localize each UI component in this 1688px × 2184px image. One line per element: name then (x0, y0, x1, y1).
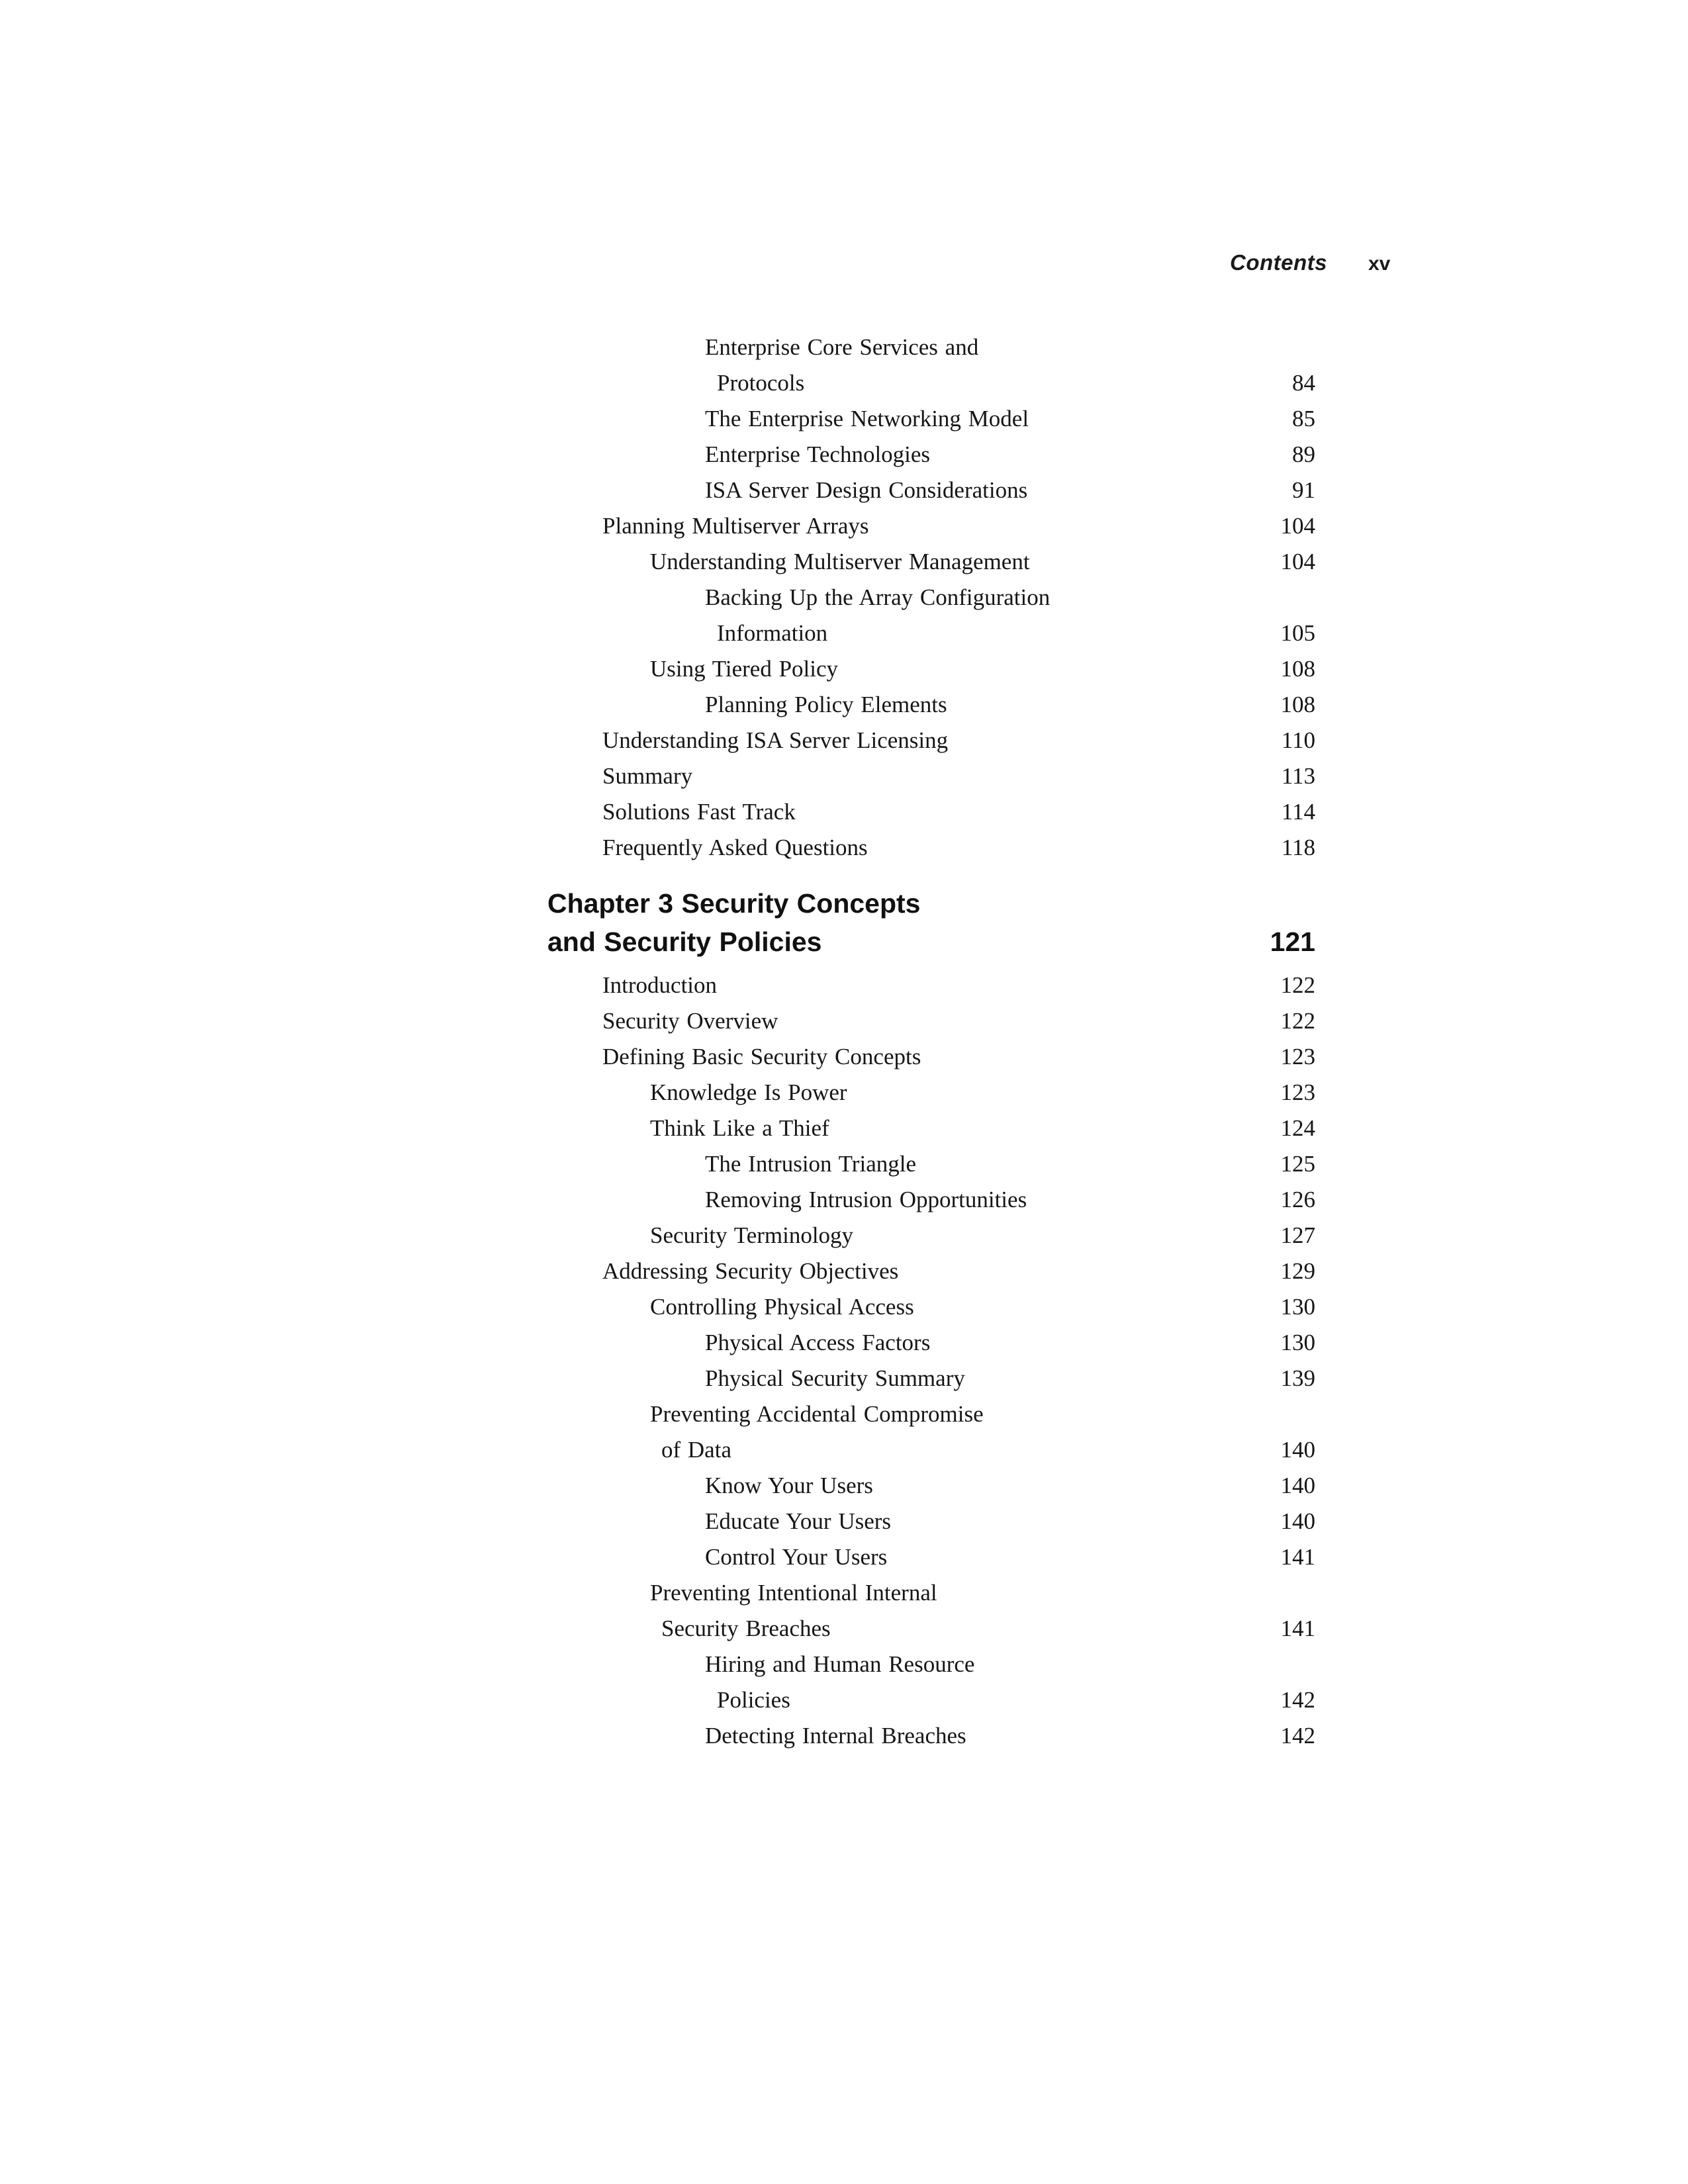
toc-entry-label: Backing Up the Array Configuration (705, 584, 1051, 610)
toc-entry (547, 437, 1315, 473)
toc-entry (547, 651, 1315, 687)
toc-entry (547, 758, 1315, 794)
toc-entry-label: Preventing Intentional Internal (650, 1580, 937, 1606)
toc-entry (547, 473, 1315, 508)
toc-entry (547, 794, 1315, 830)
toc-entry-page-number: 91 (1292, 477, 1315, 503)
toc-entry (547, 580, 1315, 615)
toc-entry-page-number: 129 (1280, 1258, 1315, 1284)
toc-entry (547, 1575, 1315, 1611)
toc-entry-page-number: 141 (1280, 1615, 1315, 1641)
toc-entry-page-number: 108 (1280, 656, 1315, 682)
toc-entry-page-number: 124 (1280, 1115, 1315, 1141)
toc-entry-label: Hiring and Human Resource (705, 1651, 975, 1677)
toc-entry (547, 1182, 1315, 1218)
table-of-contents (547, 330, 1315, 1754)
toc-entry-label: Know Your Users (705, 1473, 873, 1498)
toc-entry-label: Introduction (602, 972, 718, 998)
toc-entry-page-number: 141 (1280, 1544, 1315, 1570)
toc-entry-label: Defining Basic Security Concepts (602, 1044, 921, 1069)
chapter-title-text: Chapter 3 Security Concepts (547, 888, 921, 919)
toc-entry-label: Controlling Physical Access (650, 1294, 914, 1320)
toc-entry-page-number: 123 (1280, 1044, 1315, 1069)
toc-entry (547, 687, 1315, 723)
toc-entry-page-number: 118 (1281, 835, 1315, 860)
toc-entry (547, 1432, 1315, 1468)
toc-entry (547, 1218, 1315, 1253)
toc-entry-page-number: 89 (1292, 441, 1315, 467)
toc-entry (547, 1039, 1315, 1075)
toc-entry (547, 1075, 1315, 1111)
toc-entry-page-number: 110 (1281, 727, 1315, 753)
toc-entry-page-number: 130 (1280, 1330, 1315, 1355)
toc-entry-label: Policies (717, 1687, 790, 1713)
toc-entry-page-number: 123 (1280, 1079, 1315, 1105)
toc-entry (547, 1682, 1315, 1718)
toc-entry-label: Educate Your Users (705, 1508, 892, 1534)
toc-entry-page-number: 122 (1280, 1008, 1315, 1034)
toc-entry-label: Security Overview (602, 1008, 778, 1034)
toc-entry-page-number: 125 (1280, 1151, 1315, 1177)
toc-entry-page-number: 140 (1280, 1508, 1315, 1534)
toc-entry-page-number: 105 (1280, 620, 1315, 646)
toc-entry (547, 1003, 1315, 1039)
toc-entry-label: Addressing Security Objectives (602, 1258, 899, 1284)
chapter-title-text: and Security Policies (547, 927, 822, 957)
toc-list (547, 330, 1315, 1754)
toc-entry-label: Knowledge Is Power (650, 1079, 847, 1105)
toc-entry (547, 1647, 1315, 1682)
toc-entry (547, 401, 1315, 437)
running-header-page-number: xv (1368, 253, 1391, 275)
toc-entry (547, 1361, 1315, 1396)
toc-entry-page-number: 84 (1292, 370, 1315, 396)
toc-entry (547, 1111, 1315, 1146)
toc-entry-label: Physical Access Factors (705, 1330, 931, 1355)
toc-entry (547, 1611, 1315, 1647)
toc-entry-label: Control Your Users (705, 1544, 888, 1570)
toc-entry (547, 1325, 1315, 1361)
chapter-page-number: 121 (1270, 927, 1315, 957)
toc-entry-page-number: 140 (1280, 1437, 1315, 1463)
toc-entry-page-number: 108 (1280, 692, 1315, 717)
toc-entry-label: of Data (661, 1437, 731, 1463)
toc-entry (547, 723, 1315, 758)
toc-entry-label: Frequently Asked Questions (602, 835, 868, 860)
toc-entry (547, 968, 1315, 1003)
toc-entry-label: Protocols (717, 370, 805, 396)
toc-entry-label: Planning Multiserver Arrays (602, 513, 869, 539)
toc-entry (547, 1468, 1315, 1504)
toc-entry-page-number: 142 (1280, 1687, 1315, 1713)
chapter-heading (547, 884, 1315, 961)
toc-entry-label: Think Like a Thief (650, 1115, 829, 1141)
toc-entry-page-number: 114 (1281, 799, 1315, 825)
toc-entry-page-number: 126 (1280, 1187, 1315, 1212)
toc-entry-label: Enterprise Technologies (705, 441, 931, 467)
toc-entry (547, 1146, 1315, 1182)
toc-entry-label: Understanding ISA Server Licensing (602, 727, 949, 753)
toc-entry-label: Physical Security Summary (705, 1365, 965, 1391)
toc-entry-label: Preventing Accidental Compromise (650, 1401, 984, 1427)
toc-entry-label: Solutions Fast Track (602, 799, 796, 825)
toc-entry-label: Summary (602, 763, 693, 789)
toc-entry-label: The Enterprise Networking Model (705, 406, 1029, 432)
toc-entry-label: The Intrusion Triangle (705, 1151, 916, 1177)
toc-entry (547, 1253, 1315, 1289)
toc-entry-page-number: 85 (1292, 406, 1315, 432)
toc-entry-page-number: 139 (1280, 1365, 1315, 1391)
toc-entry-page-number: 113 (1281, 763, 1315, 789)
toc-entry-page-number: 104 (1280, 513, 1315, 539)
toc-entry-label: Security Breaches (661, 1615, 831, 1641)
toc-entry (547, 1289, 1315, 1325)
toc-entry (547, 365, 1315, 401)
toc-entry-label: Planning Policy Elements (705, 692, 947, 717)
toc-entry (547, 508, 1315, 544)
toc-entry-page-number: 140 (1280, 1473, 1315, 1498)
toc-entry-page-number: 104 (1280, 549, 1315, 574)
toc-entry (547, 1718, 1315, 1754)
running-header-section-label: Contents (1230, 250, 1327, 275)
toc-entry-label: ISA Server Design Considerations (705, 477, 1028, 503)
toc-entry (547, 830, 1315, 866)
toc-entry-label: Detecting Internal Breaches (705, 1723, 966, 1749)
toc-entry-page-number: 130 (1280, 1294, 1315, 1320)
toc-entry (547, 615, 1315, 651)
toc-entry-label: Understanding Multiserver Management (650, 549, 1030, 574)
toc-entry (547, 1504, 1315, 1539)
toc-entry-label: Information (717, 620, 828, 646)
toc-entry (547, 1539, 1315, 1575)
toc-entry (547, 544, 1315, 580)
chapter-heading-line (547, 884, 1315, 923)
toc-entry-label: Enterprise Core Services and (705, 334, 979, 360)
toc-entry-page-number: 142 (1280, 1723, 1315, 1749)
toc-entry (547, 1396, 1315, 1432)
chapter-heading-line (547, 923, 1315, 961)
toc-entry-label: Using Tiered Policy (650, 656, 839, 682)
toc-entry-label: Security Terminology (650, 1222, 854, 1248)
toc-entry (547, 330, 1315, 365)
toc-entry-label: Removing Intrusion Opportunities (705, 1187, 1027, 1212)
running-header (1230, 250, 1390, 275)
toc-entry-page-number: 127 (1280, 1222, 1315, 1248)
toc-entry-page-number: 122 (1280, 972, 1315, 998)
